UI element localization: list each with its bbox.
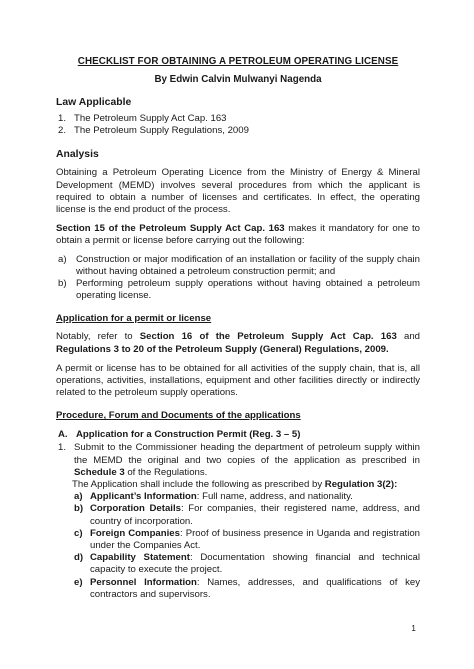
list-item [72,503,420,527]
regulation-reference: Regulations 3 to 20 of the Petroleum Supply (General) Regulations, 2009. [56,343,389,355]
list-text [90,552,420,576]
list-item [72,552,420,576]
analysis-paragraph-1: Obtaining a Petroleum Operating Licence from the Ministry of Energy & Mineral Development (MEMD) involves several procedures from which the applicant is required to obtain a number of licenses and certificates. In effect, the operating license is the end product of the process. [56,167,420,216]
list-text [74,442,420,479]
prohibited-activities-list [56,254,420,303]
list-text [90,491,420,503]
list-text: The Petroleum Supply Act Cap. 163 [74,113,227,124]
list-text [90,528,420,552]
item-label: Applicant’s Information [90,491,197,503]
analysis-heading: Analysis [56,149,99,161]
application-requirements-list [72,491,420,601]
list-text: Construction or major modification of an installation or facility of the supply chain without having obtained a petroleum construction permit; and [76,253,420,277]
list-number: 2. [58,125,67,137]
step-text: Submit to the Commissioner heading the department of petroleum supply within the MEMD the original and two copies of the application as prescribed in [74,442,420,466]
list-letter: b) [74,503,84,515]
page-number: 1 [411,623,416,633]
list-letter: d) [74,552,84,564]
item-label: Foreign Companies [90,527,180,539]
item-text: : Proof of business presence in Uganda and registration under the Companies Act. [90,527,420,552]
schedule-reference: Schedule 3 [74,466,125,478]
item-text: : Names, addresses, and qualifications of key contractors and supervisors. [90,576,421,600]
item-label: Corporation Details [90,503,181,515]
list-item [56,442,420,479]
paragraph-text: Notably, refer to [56,331,140,343]
section-title: Application for a Construction Permit (Reg. 3 – 5) [76,429,301,441]
paragraph-text: makes it mandatory for one to obtain a permit or license before carrying out the following: [56,223,421,247]
application-heading: Application for a permit or license [56,313,212,325]
list-text: Performing petroleum supply operations without having obtained a petroleum operating license. [76,278,420,302]
list-item [56,125,420,137]
section-letter: A. [58,429,68,441]
item-label: Capability Statement [90,552,190,564]
list-item [56,278,420,302]
list-text [90,503,420,527]
document-title: CHECKLIST FOR OBTAINING A PETROLEUM OPERATING LICENSE [77,56,399,67]
regulation-reference: Regulation 3(2): [324,479,398,491]
list-item [72,491,420,503]
step-note [56,479,420,491]
application-paragraph-1 [56,331,420,355]
item-text: : For companies, their registered name, address, and country of incorporation. [90,503,420,527]
section-a-heading [56,429,420,440]
step-text: The Application shall include the following as prescribed by [72,479,325,491]
list-number: 1. [58,113,67,124]
list-number: 1. [58,442,67,454]
paragraph-text: and [396,331,420,343]
item-label: Personnel Information [90,576,197,588]
list-item [56,113,420,125]
step-text: of the Regulations. [124,466,208,478]
list-letter: e) [74,576,83,588]
document-author: By Edwin Calvin Mulwanyi Nagenda [154,74,322,85]
section-reference: Section 15 of the Petroleum Supply Act Cap. 163 [56,223,285,235]
law-heading: Law Applicable [56,97,132,108]
item-text: : Documentation showing financial and technical capacity to execute the project. [90,552,420,576]
list-item [72,528,420,552]
list-letter: a) [74,491,83,503]
procedure-heading: Procedure, Forum and Documents of the applications [56,410,301,422]
document-page [56,56,420,601]
list-letter: c) [74,527,83,539]
section-reference: Section 16 of the Petroleum Supply Act Cap. 163 [139,331,397,343]
list-letter: a) [58,253,67,265]
list-item [56,254,420,278]
analysis-paragraph-2 [56,223,420,247]
list-letter: b) [58,278,67,290]
application-paragraph-2: A permit or license has to be obtained for all activities of the supply chain, that is, all operations, activities, installations, equipment and other facilities directly or indirectly related to the petroleum supply operations. [56,362,420,399]
item-text: : Full name, address, and nationality. [196,491,353,503]
list-item [72,577,420,601]
law-list [56,113,420,137]
list-text: The Petroleum Supply Regulations, 2009 [74,125,249,137]
step-list [56,442,420,491]
list-text [90,577,420,601]
